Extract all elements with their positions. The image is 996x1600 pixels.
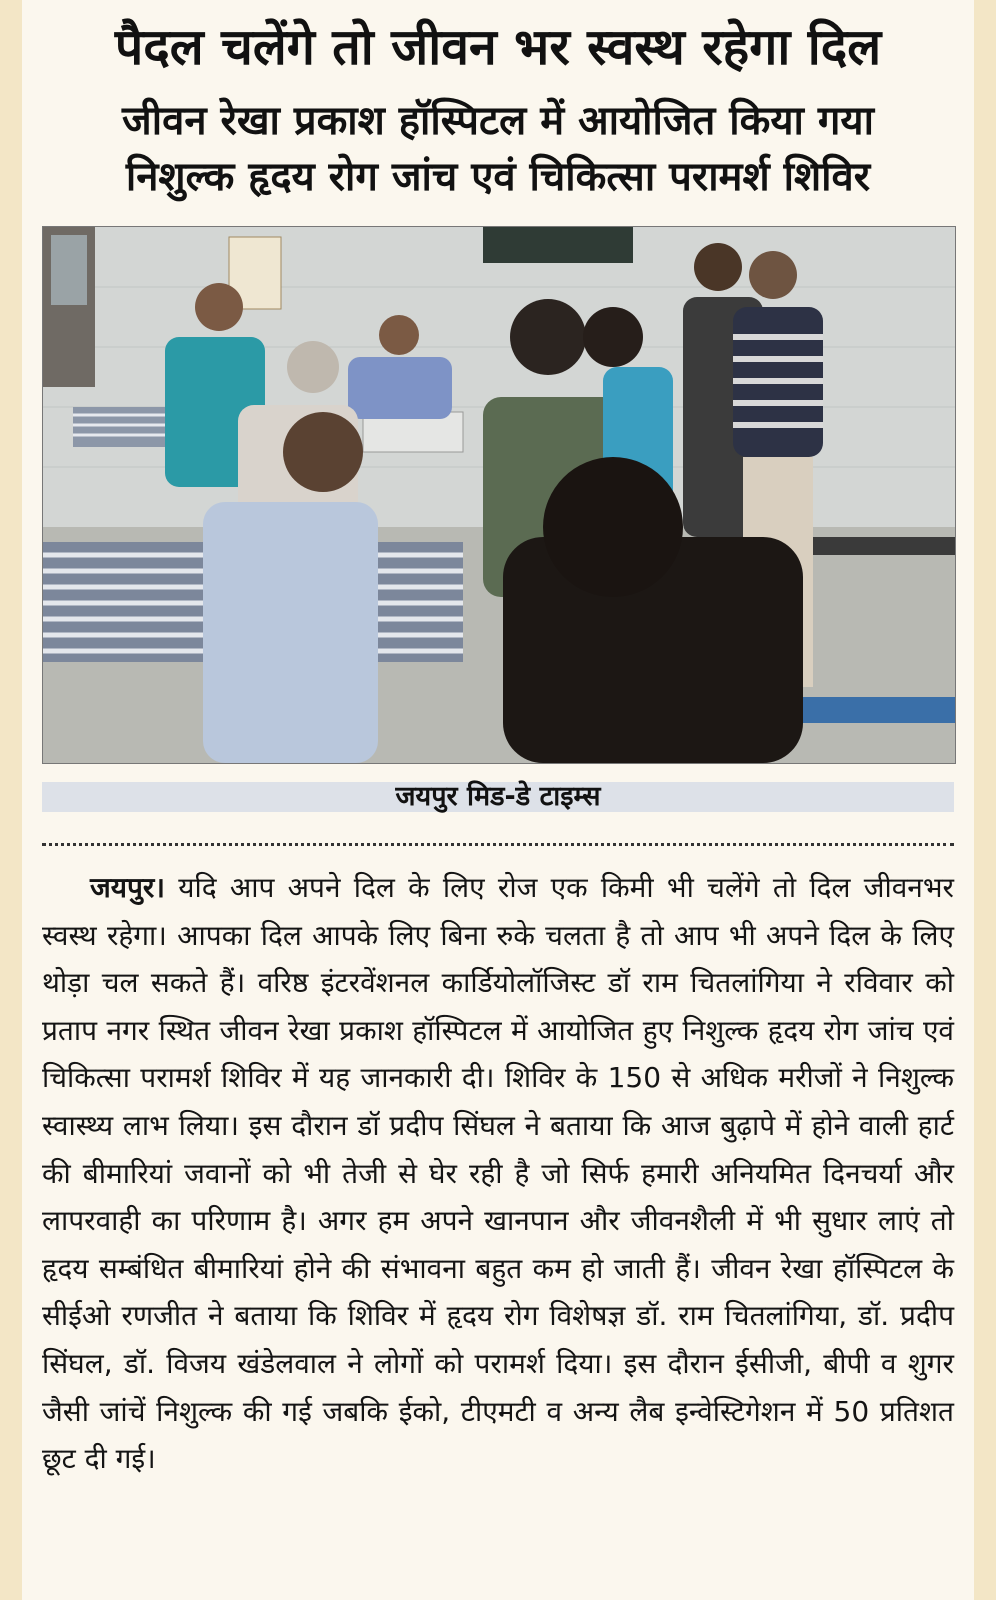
- article-text: यदि आप अपने दिल के लिए रोज एक किमी भी चलेंगे तो दिल जीवनभर स्वस्थ रहेगा। आपका दिल आपके लिए बिना रुके चलता है तो आप भी अपने दिल के लिए थोड़ा चल सकते हैं। वरिष्ठ इंटरवेंशनल कार्डियोलॉजिस्ट डॉ राम चितलांगिया ने रविवार को प्रताप नगर स्थित जीवन रेखा प्रकाश हॉस्पिटल में आयोजित हुए निशुल्क हृदय रोग जांच एवं चिकित्सा परामर्श शिविर में यह जानकारी दी। शिविर के 150 से अधिक मरीजों ने निशुल्क स्वास्थ्य लाभ लिया। इस दौरान डॉ प्रदीप सिंघल ने बताया कि आज बुढ़ापे में होने वाली हार्ट की बीमारियां जवानों को भी तेजी से घेर रही है जो सिर्फ हमारी अनियमित दिनचर्या और लापरवाही का परिणाम है। अगर हम अपने खानपान और जीवनशैली में भी सुधार लाएं तो हृदय सम्बंधित बीमारियां होने की संभावना बहुत कम हो जाती हैं। जीवन रेखा हॉस्पिटल के सीईओ रणजीत ने बताया कि शिविर में हृदय रोग विशेषज्ञ डॉ. राम चितलांगिया, डॉ. प्रदीप सिंघल, डॉ. विजय खंडेलवाल ने लोगों को परामर्श दिया। इस दौरान ईसीजी, बीपी व शुगर जैसी जांचें निशुल्क की गई जबकि ईको, टीएमटी व अन्य लैब इन्वेस्टिगेशन में 50 प्रतिशत छूट दी गई।: [42, 871, 954, 1476]
- hospital-camp-illustration: [43, 227, 955, 763]
- dateline: जयपुर।: [90, 871, 165, 904]
- headline-sub-line-2: निशुल्क हृदय रोग जांच एवं चिकित्सा परामर्श शिविर: [125, 154, 871, 200]
- headline-sub-line-1: जीवन रेखा प्रकाश हॉस्पिटल में आयोजित किया गया: [122, 98, 874, 144]
- news-photo: [42, 226, 956, 764]
- headline-main: पैदल चलेंगे तो जीवन भर स्वस्थ रहेगा दिल: [114, 18, 882, 76]
- photo-credit: जयपुर मिड-डे टाइम्स: [42, 782, 954, 812]
- article-body: [42, 864, 954, 1483]
- newspaper-clipping: [22, 0, 974, 1600]
- divider: [42, 843, 954, 846]
